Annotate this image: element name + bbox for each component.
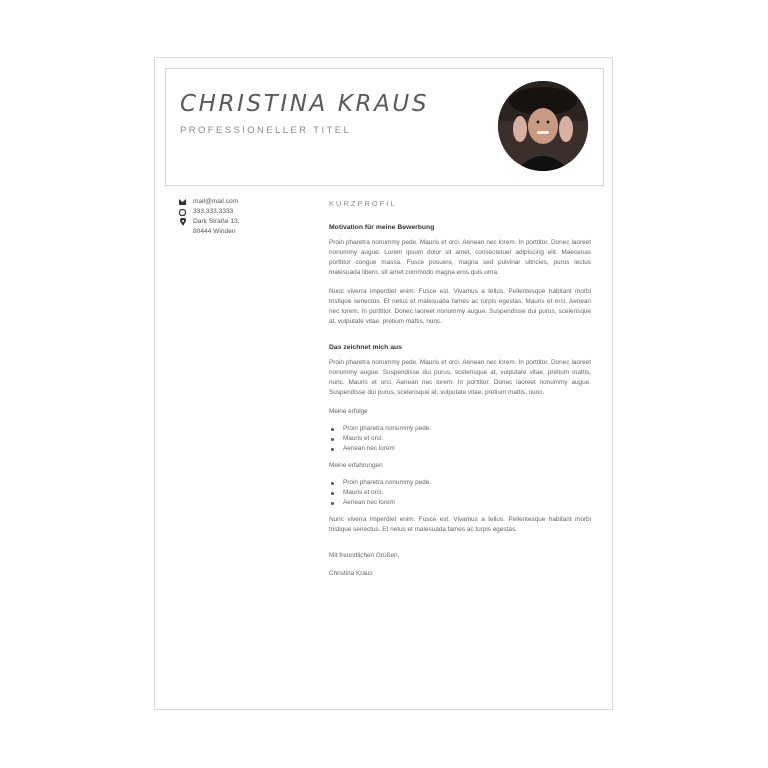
section-title: KURZPROFIL — [329, 199, 397, 208]
location-pin-icon — [179, 218, 186, 226]
list-item: Proin pharetra nonummy pede. — [329, 478, 591, 488]
successes-list — [329, 424, 591, 454]
list-item: Aenean nec lorem — [329, 444, 591, 454]
list-item: Mauris et orci. — [329, 488, 591, 498]
address-line-2: 80444 Winden — [193, 228, 236, 235]
strengths-heading: Das zeichnet mich aus — [329, 344, 402, 351]
resume-page — [154, 57, 613, 710]
professional-title: PROFESSIONELLER TITEL — [180, 125, 352, 136]
paragraph-1: Proin pharetra nonummy pede. Mauris et orci. Aenean nec lorem. In porttitor. Donec laoreet nonummy augue. Lorem ipsum dolor sit amet, consectetuer adipiscing elit. Maecenas porttitor congue massa. Fusce posuere, magna sed pulvinar ultricies, purus lectus malesuada libero, sit amet commodo magna eros quis urna. — [329, 239, 591, 276]
signature-name: Christina Kraus — [329, 570, 373, 577]
header-box — [165, 68, 604, 186]
list-item: Proin pharetra nonummy pede. — [329, 424, 591, 434]
main-content — [329, 199, 591, 579]
profile-photo — [498, 81, 588, 171]
paragraph-3: Proin pharetra nonummy pede. Mauris et orci. Aenean nec lorem. In porttitor. Donec laoreet nonummy augue. Suspendisse dui purus, scelerisque at, vulputate vitae, pretium mattis, nunc. Mauris et orci. Aenean nec lorem. In porttitor. Donec laoreet nonummy augue. Suspendisse dui purus, scelerisque at, vulputate vitae, pretium mattis, nunc. — [329, 359, 591, 396]
phone-icon — [179, 208, 186, 216]
phone-text: 333.333.3333 — [193, 208, 234, 215]
paragraph-2: Nunc viverra imperdiet enim. Fusce est. Vivamus a tellus. Pellentesque habitant morbi tristique senectus. Et netus et malesuada fames ac turpis egestas. Mauris et orci. Aenean nec lorem. In porttitor. Donec laoreet nonummy augue. Suspendisse dui purus, scelerisque at, vulputate vitae, pretium mattis, nunc. — [329, 288, 591, 325]
experience-list — [329, 478, 591, 508]
contact-phone — [179, 207, 279, 217]
list-item: Mauris et orci. — [329, 434, 591, 444]
experience-label: Meine erfahrungen — [329, 462, 383, 469]
address-line-1: Dark Straße 13, — [193, 218, 240, 225]
contact-email — [179, 197, 279, 207]
email-text: mail@mail.com — [193, 198, 239, 205]
contact-info — [179, 197, 279, 237]
envelope-icon — [179, 198, 186, 206]
closing-text: Mit freundlichen Grüßen, — [329, 552, 400, 559]
paragraph-4: Nunc viverra imperdiet enim. Fusce est. Vivamus a tellus. Pellentesque habitant morbi tristique senectus. Et netus et malesuada fames ac turpis egestas. — [329, 516, 591, 533]
motivation-heading: Motivation für meine Bewerbung — [329, 224, 435, 231]
person-name: CHRISTINA KRAUS — [180, 91, 430, 117]
successes-label: Meine erfolge — [329, 408, 368, 415]
contact-address — [179, 217, 279, 237]
list-item: Aenean nec lorem — [329, 498, 591, 508]
